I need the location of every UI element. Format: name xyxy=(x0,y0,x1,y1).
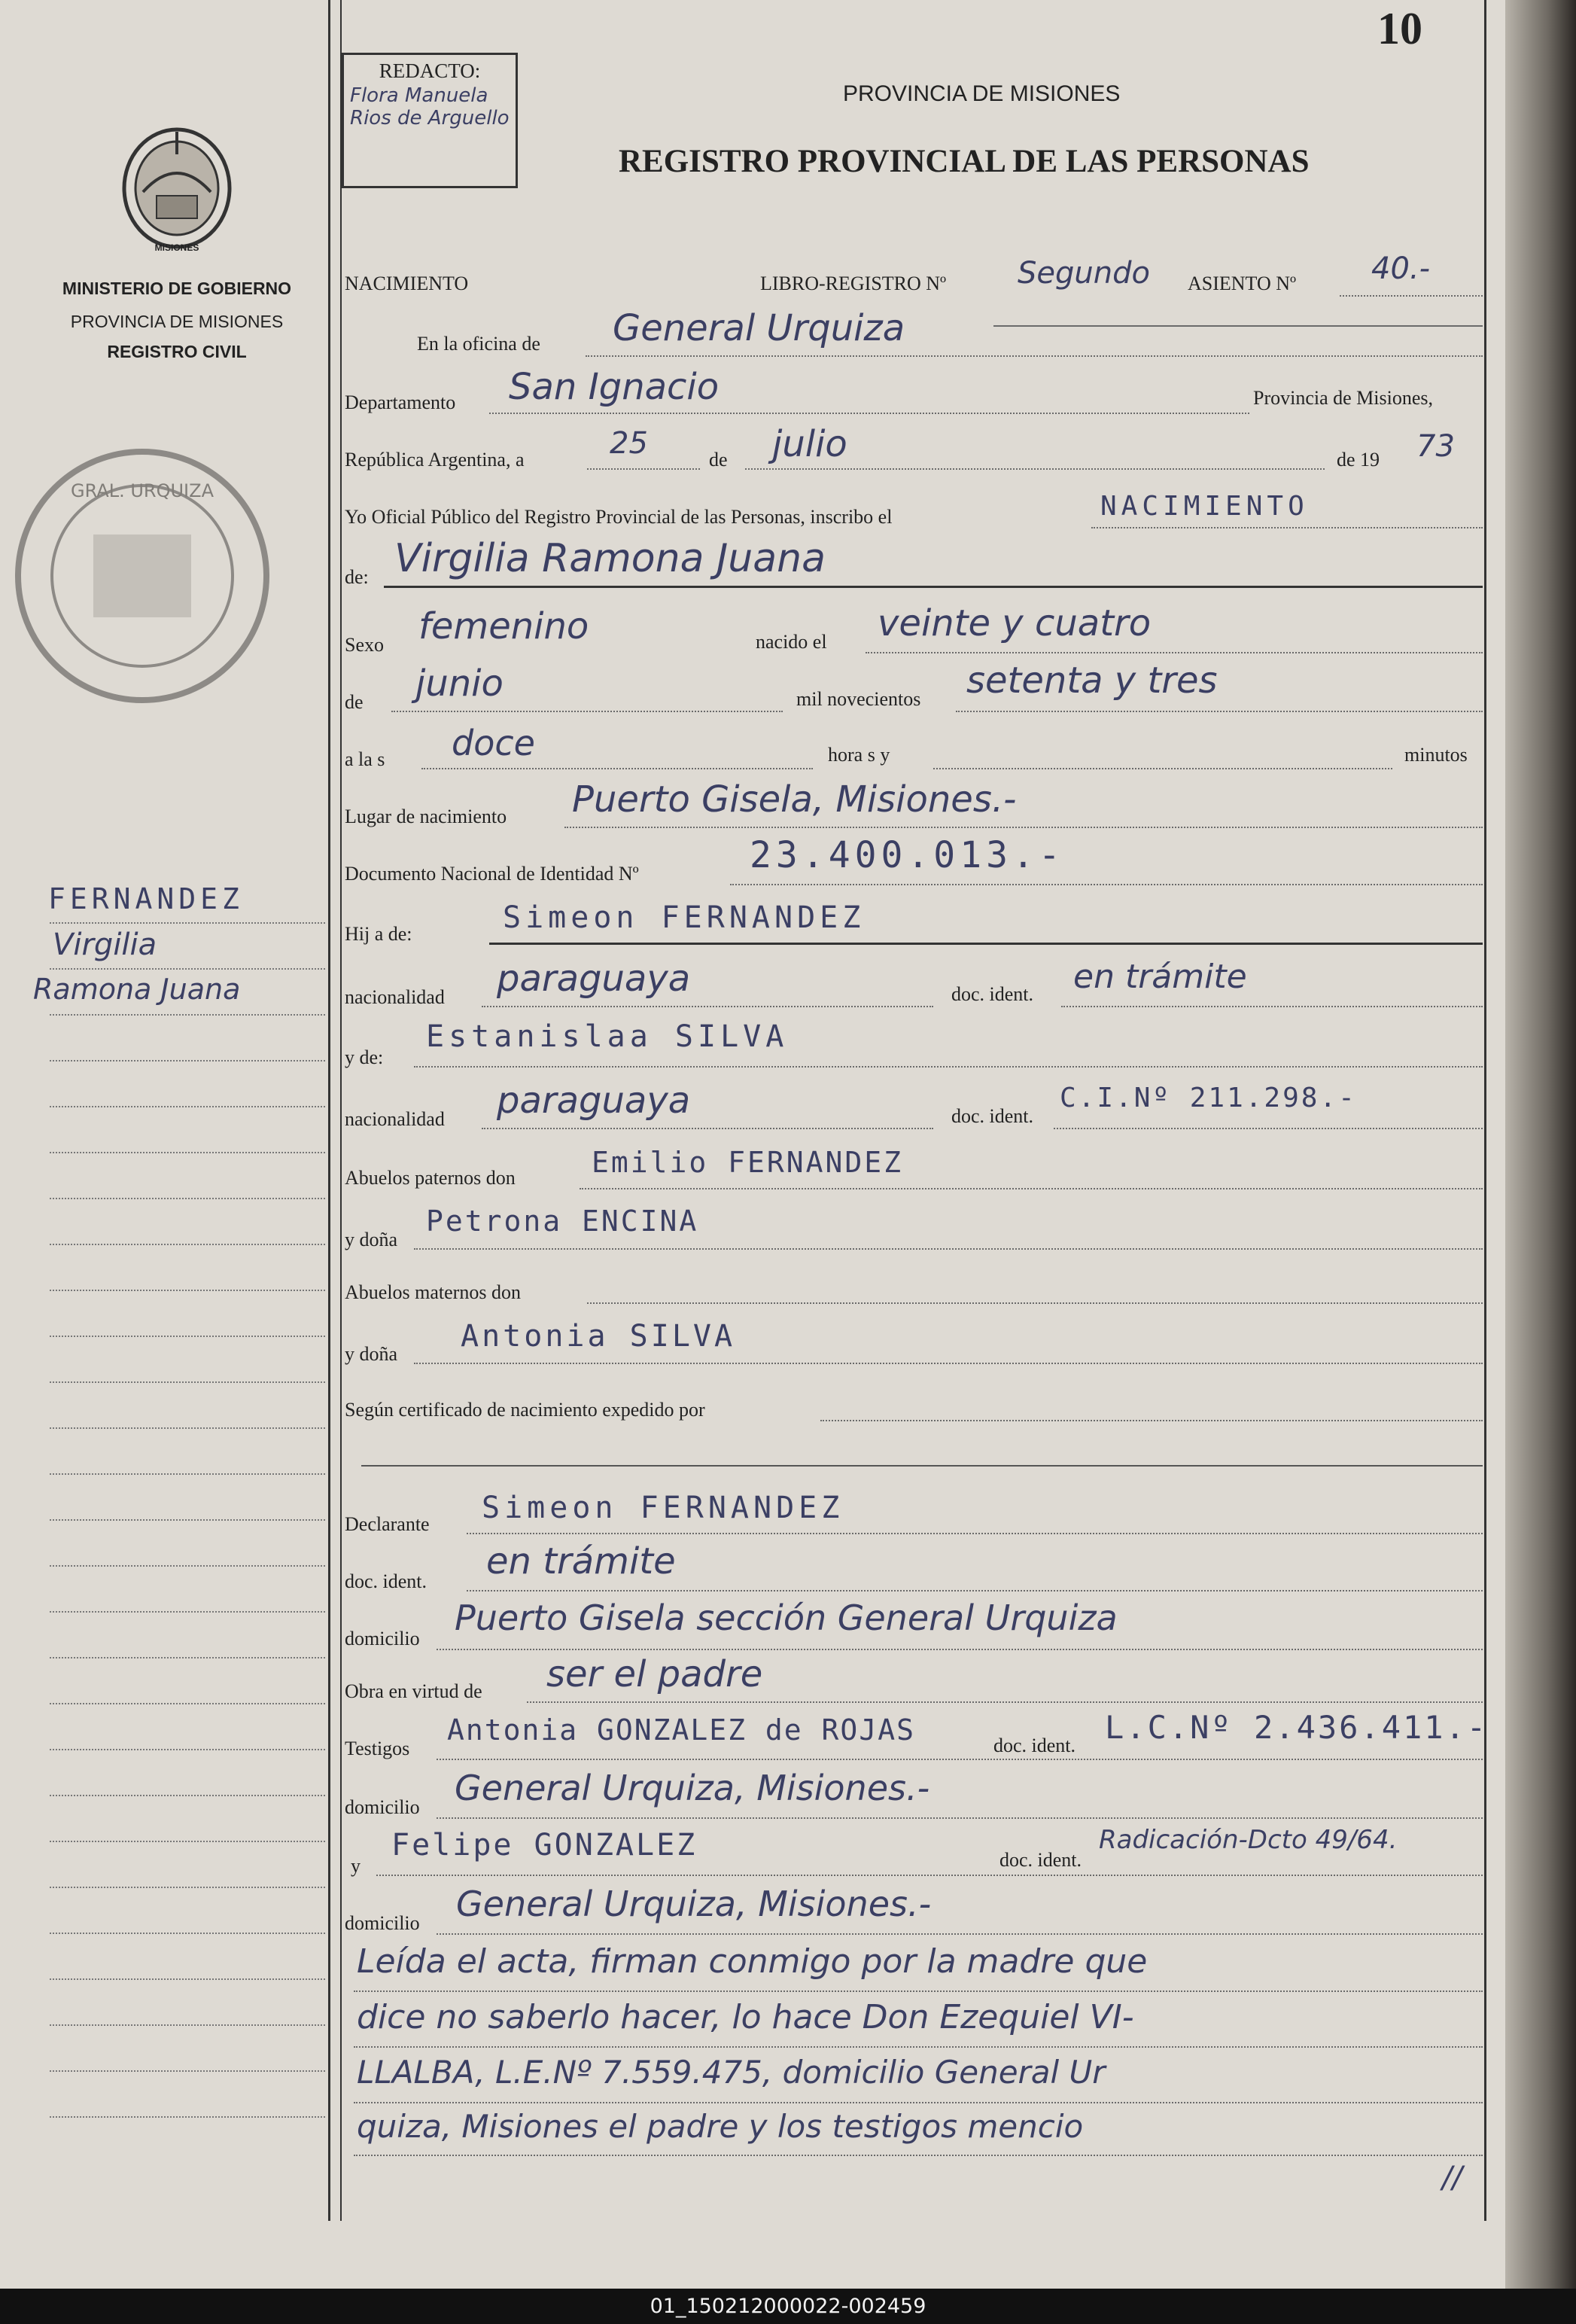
sidebar-line xyxy=(50,1290,325,1291)
sidebar-ministry: MINISTERIO DE GOBIERNO xyxy=(62,279,292,298)
nacionalidad2-value: paraguaya xyxy=(497,1080,691,1122)
sidebar-line xyxy=(50,1473,325,1475)
coat-of-arms-seal xyxy=(120,124,233,252)
sidebar-line xyxy=(50,1978,325,1980)
dni-value: 23.400.013.- xyxy=(750,834,1065,876)
nacido-label: nacido el xyxy=(756,631,827,653)
hija-label: Hij a de: xyxy=(345,923,412,945)
nacionalidad1-value: paraguaya xyxy=(497,958,691,1000)
horas-label: hora s y xyxy=(828,744,890,766)
image-id-footer: 01_150212000022-002459 xyxy=(0,2289,1576,2324)
docident5-value: Radicación-Dcto 49/64. xyxy=(1099,1825,1398,1855)
domicilio2-label: domicilio xyxy=(345,1796,420,1818)
asiento-value: 40.- xyxy=(1371,251,1431,286)
sidebar-line xyxy=(50,1841,325,1842)
sidebar-line xyxy=(50,1152,325,1153)
domicilio3-label: domicilio xyxy=(345,1912,420,1934)
day-value: 25 xyxy=(610,426,648,461)
notes-line-1: Leída el acta, firman conmigo por la madre que xyxy=(357,1942,1148,1981)
header-province: PROVINCIA DE MISIONES xyxy=(843,81,1121,106)
lugar-label: Lugar de nacimiento xyxy=(345,806,507,827)
nacimiento-label: NACIMIENTO xyxy=(345,273,469,294)
y-label: y xyxy=(351,1855,361,1877)
hora-value: doce xyxy=(452,723,535,763)
domicilio2-value: General Urquiza, Misiones.- xyxy=(455,1768,930,1808)
de-label: de xyxy=(709,449,728,471)
sidebar-line xyxy=(50,1933,325,1934)
obra-value: ser el padre xyxy=(546,1653,763,1695)
notes-line-2: dice no saberlo hacer, lo hace Don Ezequiel VI- xyxy=(357,1998,1134,2036)
ydona2-label: y doña xyxy=(345,1343,398,1365)
book-page-edge xyxy=(1505,0,1576,2289)
sexo-label: Sexo xyxy=(345,634,384,656)
corner-mark: // xyxy=(1442,2161,1462,2195)
sidebar-line xyxy=(50,1427,325,1429)
sidebar-line xyxy=(50,2024,325,2026)
notes-line-4: quiza, Misiones el padre y los testigos mencio xyxy=(357,2108,1084,2145)
sidebar-line xyxy=(50,2116,325,2118)
testigos-label: Testigos xyxy=(345,1738,410,1759)
lugar-value: Puerto Gisela, Misiones.- xyxy=(572,778,1017,821)
birth-month-value: junio xyxy=(415,662,504,705)
sidebar-line xyxy=(50,1014,325,1016)
sidebar-line xyxy=(50,1381,325,1383)
sidebar-seal-text: MISIONES xyxy=(154,242,199,253)
form-left-rule xyxy=(340,0,342,2221)
sidebar-line xyxy=(50,1060,325,1061)
nacido-value: veinte y cuatro xyxy=(878,602,1152,644)
sidebar-line xyxy=(50,1795,325,1796)
ala-label: a la s xyxy=(345,748,385,770)
sidebar-line xyxy=(50,1198,325,1199)
yde-label: y de: xyxy=(345,1046,384,1068)
sidebar-province: PROVINCIA DE MISIONES xyxy=(70,312,284,331)
margin-note-name1: Virgilia xyxy=(53,927,157,962)
sidebar-line xyxy=(50,1611,325,1613)
docident3-value: en trámite xyxy=(486,1540,676,1582)
de2-label: de xyxy=(345,691,364,713)
page-number: 10 xyxy=(1377,4,1422,53)
departamento-value: San Ignacio xyxy=(509,366,720,408)
sidebar-line xyxy=(50,1887,325,1888)
obra-label: Obra en virtud de xyxy=(345,1680,482,1702)
domicilio1-value: Puerto Gisela sección General Urquiza xyxy=(455,1598,1118,1638)
docident1-label: doc. ident. xyxy=(951,983,1034,1005)
registered-name: Virgilia Ramona Juana xyxy=(394,536,826,581)
ydona2-value: Antonia SILVA xyxy=(461,1319,736,1354)
docident4-label: doc. ident. xyxy=(993,1735,1076,1756)
declarante-label: Declarante xyxy=(345,1513,430,1535)
oficial-value: NACIMIENTO xyxy=(1100,491,1309,522)
oficial-label: Yo Oficial Público del Registro Provincial de las Personas, inscribo el xyxy=(345,506,893,528)
sidebar-civil: REGISTRO CIVIL xyxy=(107,342,247,361)
nacionalidad2-label: nacionalidad xyxy=(345,1108,445,1130)
asiento-label: ASIENTO Nº xyxy=(1188,273,1297,294)
margin-note-surname: FERNANDEZ xyxy=(48,882,244,915)
redacto-title: REDACTO: xyxy=(379,59,481,82)
docident5-label: doc. ident. xyxy=(999,1849,1082,1871)
docident3-label: doc. ident. xyxy=(345,1570,427,1592)
oficina-label: En la oficina de xyxy=(417,333,540,355)
ydona1-value: Petrona ENCINA xyxy=(426,1205,699,1238)
ydona1-label: y doña xyxy=(345,1229,398,1250)
form-right-rule xyxy=(1484,0,1486,2221)
notes-line-3: LLALBA, L.E.Nº 7.559.475, domicilio General Ur xyxy=(357,2054,1106,2091)
testigo2-value: Felipe GONZALEZ xyxy=(391,1828,698,1863)
docident2-value: C.I.Nº 211.298.- xyxy=(1060,1083,1357,1113)
testigo1-value: Antonia GONZALEZ de ROJAS xyxy=(447,1713,915,1747)
redacto-box xyxy=(342,53,518,188)
republica-label: República Argentina, a xyxy=(345,449,525,471)
official-round-stamp xyxy=(11,444,274,708)
month-value: julio xyxy=(772,423,847,465)
abuelos-paternos-label: Abuelos paternos don xyxy=(345,1167,516,1189)
docident4-value: L.C.Nº 2.436.411.- xyxy=(1105,1709,1489,1746)
oficina-value: General Urquiza xyxy=(613,307,905,349)
margin-note-name2: Ramona Juana xyxy=(33,973,241,1006)
provincia-label: Provincia de Misiones, xyxy=(1253,387,1434,409)
sidebar-line xyxy=(50,968,325,970)
mil-value: setenta y tres xyxy=(966,659,1218,702)
departamento-label: Departamento xyxy=(345,391,456,413)
mil-label: mil novecientos xyxy=(796,688,921,710)
stamp-text: GRAL. URQUIZA xyxy=(71,480,214,501)
header-registry: REGISTRO PROVINCIAL DE LAS PERSONAS xyxy=(619,144,1310,179)
year-value: 73 xyxy=(1416,429,1455,464)
sexo-value: femenino xyxy=(418,605,589,647)
docident1-value: en trámite xyxy=(1073,958,1247,996)
de-name-label: de: xyxy=(345,566,369,588)
docident2-label: doc. ident. xyxy=(951,1105,1034,1127)
redacto-name: Flora Manuela Rios de Arguello xyxy=(350,84,510,129)
sidebar-line xyxy=(50,1565,325,1567)
sidebar-line xyxy=(50,1106,325,1107)
libro-value: Segundo xyxy=(1018,256,1150,291)
domicilio1-label: domicilio xyxy=(345,1628,420,1649)
declarante-value: Simeon FERNANDEZ xyxy=(482,1491,844,1525)
sidebar-line xyxy=(50,2070,325,2072)
libro-label: LIBRO-REGISTRO Nº xyxy=(760,273,947,294)
sidebar-divider xyxy=(328,0,330,2221)
sidebar-line xyxy=(50,1703,325,1704)
sidebar-line xyxy=(50,1749,325,1750)
domicilio3-value: General Urquiza, Misiones.- xyxy=(456,1884,932,1924)
sidebar-line xyxy=(50,1336,325,1337)
father-name: Simeon FERNANDEZ xyxy=(503,900,866,935)
sidebar-line xyxy=(50,1244,325,1245)
dni-label: Documento Nacional de Identidad Nº xyxy=(345,863,639,885)
sidebar-line xyxy=(50,1657,325,1658)
minutos-label: minutos xyxy=(1404,744,1468,766)
nacionalidad1-label: nacionalidad xyxy=(345,986,445,1008)
abuelos-paternos-value: Emilio FERNANDEZ xyxy=(592,1146,904,1179)
mother-name: Estanislaa SILVA xyxy=(426,1019,789,1054)
sidebar-line xyxy=(50,1519,325,1521)
abuelos-maternos-label: Abuelos maternos don xyxy=(345,1281,521,1303)
segun-label: Según certificado de nacimiento expedido por xyxy=(345,1399,705,1421)
year-label: de 19 xyxy=(1337,449,1380,471)
sidebar-line xyxy=(50,922,325,924)
